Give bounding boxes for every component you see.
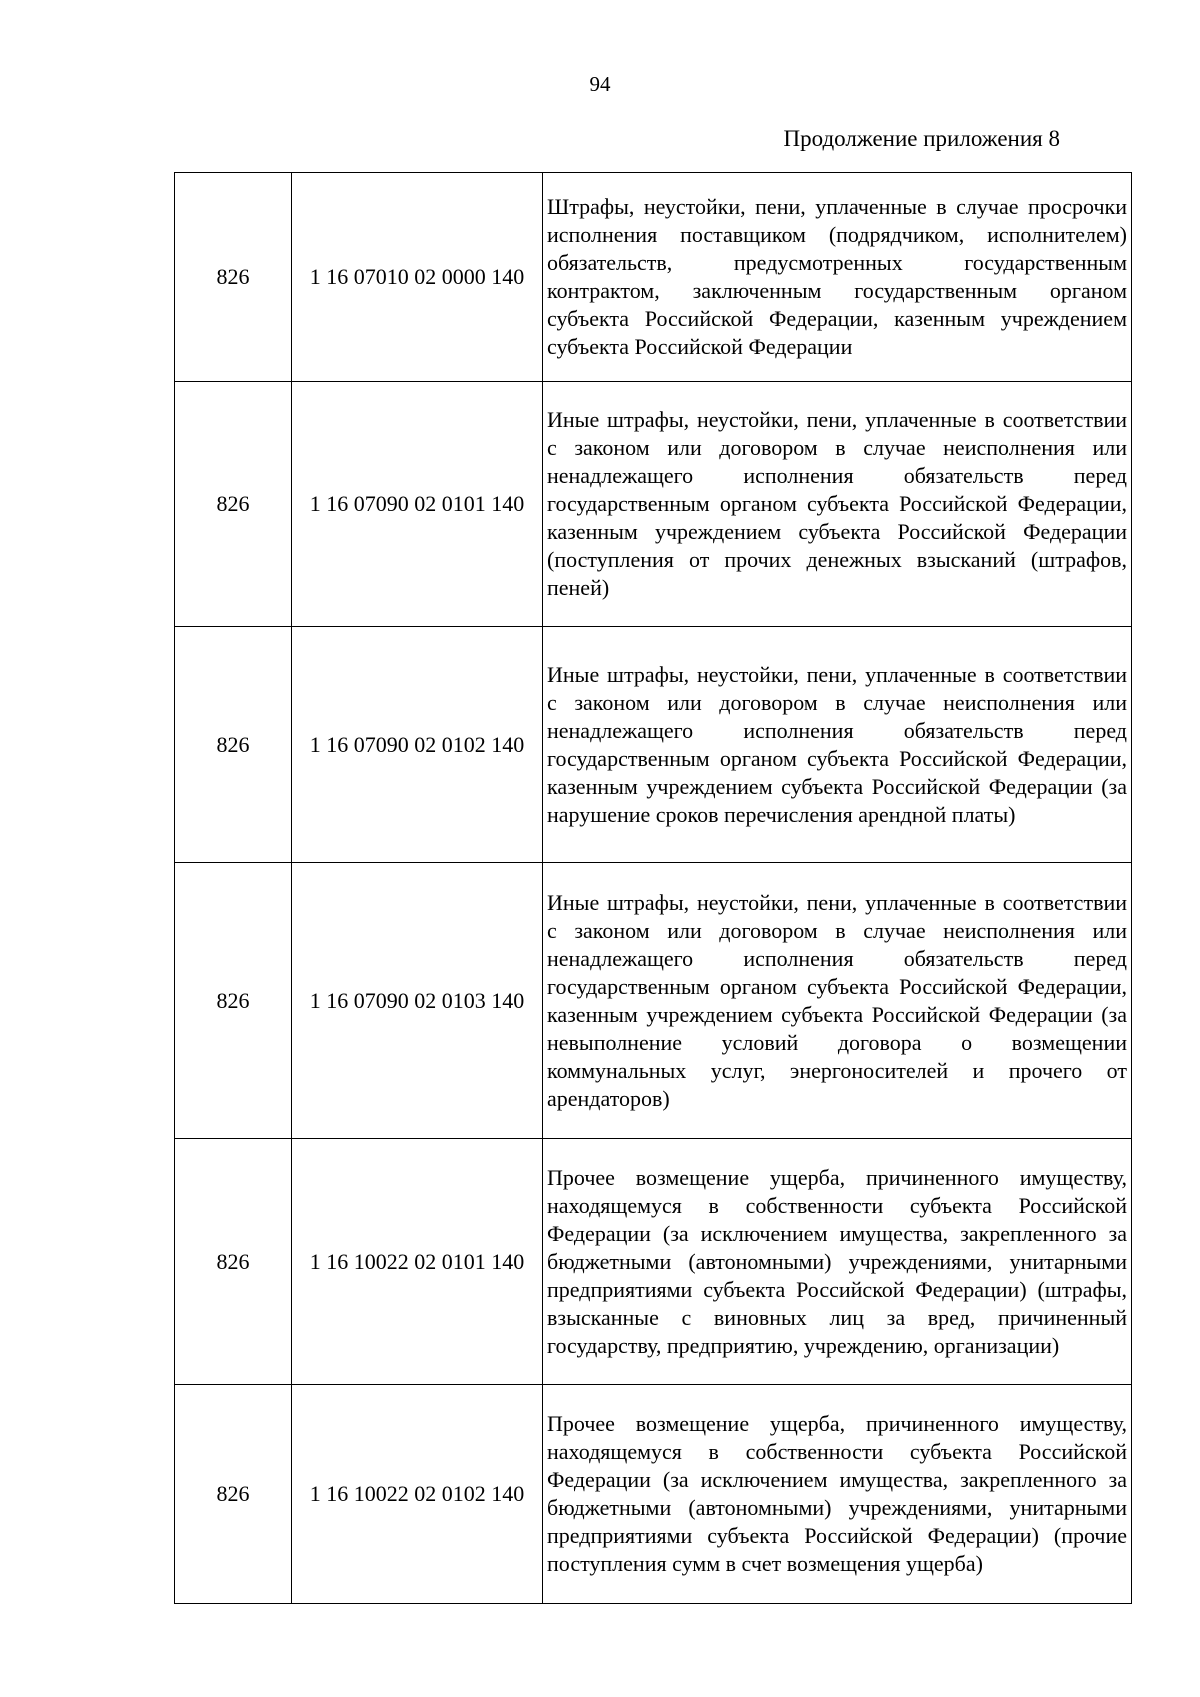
table-row <box>175 1385 1132 1604</box>
budget-code-cell: 1 16 10022 02 0102 140 <box>292 1385 543 1604</box>
description-cell: Штрафы, неустойки, пени, уплаченные в случае просрочки исполнения поставщиком (подрядчиком, исполнителем) обязательств, предусмотренных государственным контрактом, заключенным государственным органом субъекта Российской Федерации, казенным учреждением субъекта Российской Федерации <box>543 173 1132 382</box>
table-row <box>175 173 1132 382</box>
budget-code-cell: 1 16 07090 02 0103 140 <box>292 863 543 1139</box>
admin-code-cell: 826 <box>175 863 292 1139</box>
page-number: 94 <box>589 72 611 96</box>
table-row <box>175 382 1132 627</box>
description-cell: Иные штрафы, неустойки, пени, уплаченные в соответствии с законом или договором в случае неисполнения или ненадлежащего исполнения обязательств перед государственным органом субъекта Российской Федерации, казенным учреждением субъекта Российской Федерации (поступления от прочих денежных взысканий (штрафов, пеней) <box>543 382 1132 627</box>
description-cell: Иные штрафы, неустойки, пени, уплаченные в соответствии с законом или договором в случае неисполнения или ненадлежащего исполнения обязательств перед государственным органом субъекта Российской Федерации, казенным учреждением субъекта Российской Федерации (за нарушение сроков перечисления арендной платы) <box>543 627 1132 863</box>
budget-codes-table <box>174 172 1132 1604</box>
admin-code-cell: 826 <box>175 1385 292 1604</box>
description-cell: Прочее возмещение ущерба, причиненного имуществу, находящемуся в собственности субъекта Российской Федерации (за исключением имущества, закрепленного за бюджетными (автономными) учреждениями, унитарными предприятиями субъекта Российской Федерации) (прочие поступления сумм в счет возмещения ущерба) <box>543 1385 1132 1604</box>
continuation-heading: Продолжение приложения 8 <box>783 126 1060 151</box>
budget-code-cell: 1 16 07010 02 0000 140 <box>292 173 543 382</box>
admin-code-cell: 826 <box>175 627 292 863</box>
budget-code-cell: 1 16 07090 02 0101 140 <box>292 382 543 627</box>
description-cell: Иные штрафы, неустойки, пени, уплаченные в соответствии с законом или договором в случае неисполнения или ненадлежащего исполнения обязательств перед государственным органом субъекта Российской Федерации, казенным учреждением субъекта Российской Федерации (за невыполнение условий договора о возмещении коммунальных услуг, энергоносителей и прочего от арендаторов) <box>543 863 1132 1139</box>
table-row <box>175 627 1132 863</box>
description-cell: Прочее возмещение ущерба, причиненного имуществу, находящемуся в собственности субъекта Российской Федерации (за исключением имущества, закрепленного за бюджетными (автономными) учреждениями, унитарными предприятиями субъекта Российской Федерации) (штрафы, взысканные с виновных лиц за вред, причиненный государству, предприятию, учреждению, организации) <box>543 1139 1132 1385</box>
admin-code-cell: 826 <box>175 1139 292 1385</box>
budget-code-cell: 1 16 07090 02 0102 140 <box>292 627 543 863</box>
admin-code-cell: 826 <box>175 173 292 382</box>
table-row <box>175 1139 1132 1385</box>
budget-code-cell: 1 16 10022 02 0101 140 <box>292 1139 543 1385</box>
admin-code-cell: 826 <box>175 382 292 627</box>
table-row <box>175 863 1132 1139</box>
